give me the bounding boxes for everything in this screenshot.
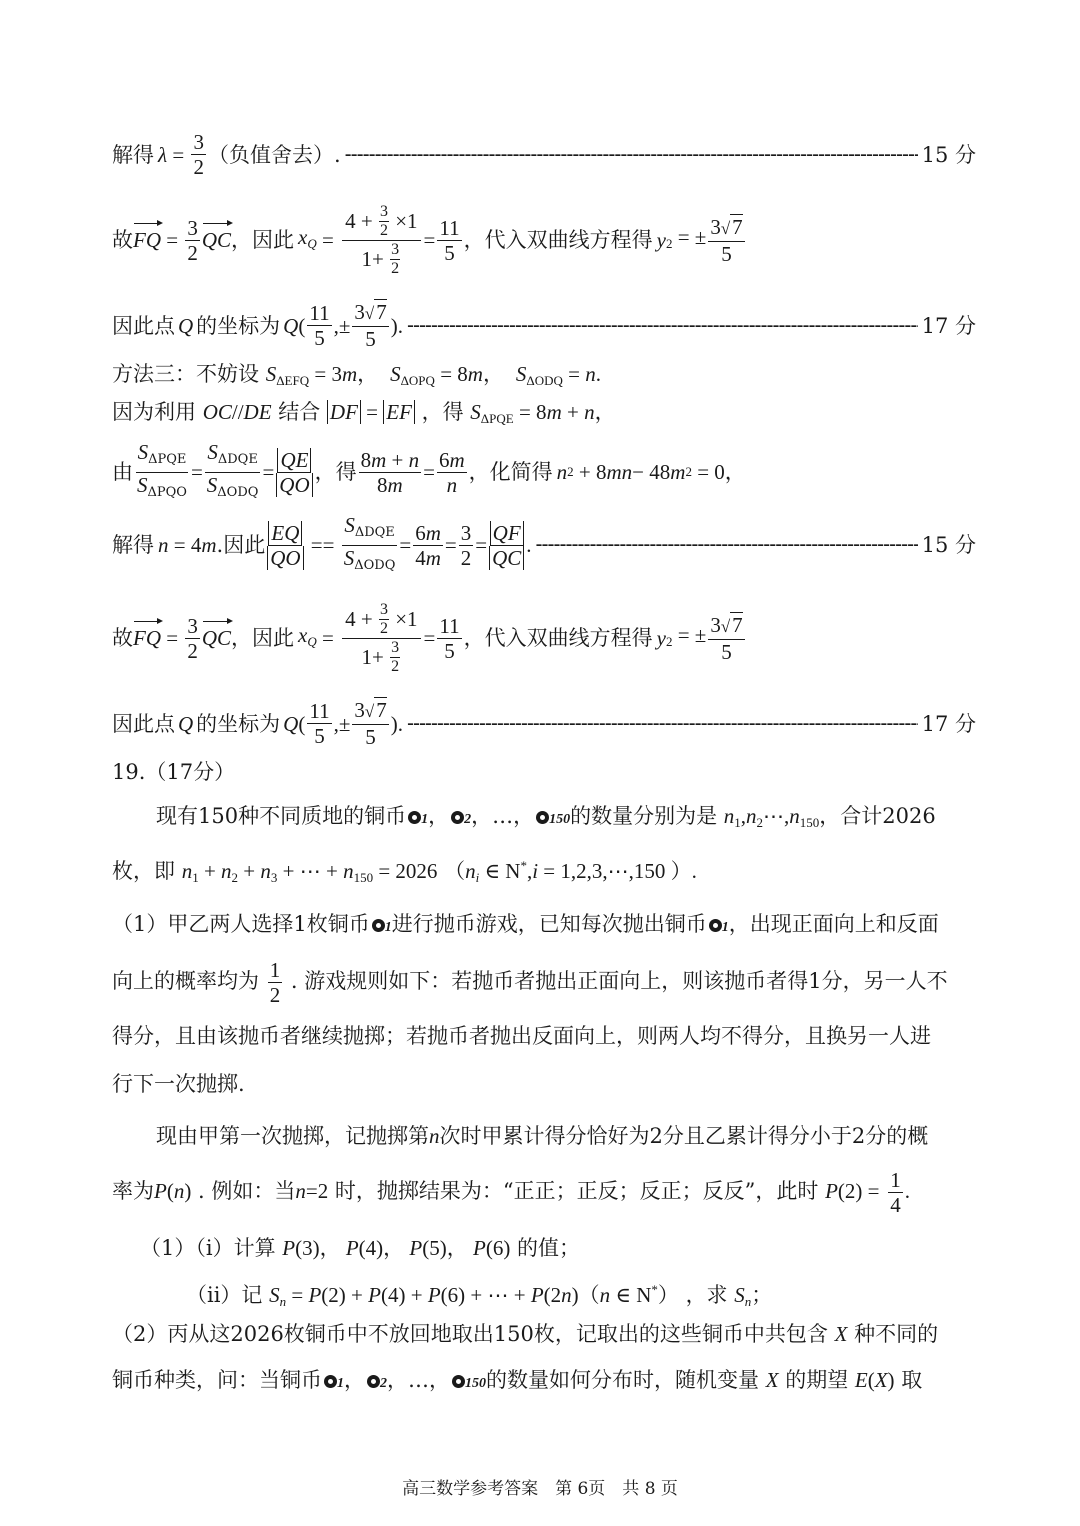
question-1-example: 率为P(n) . 例如：当n=2 时，抛掷结果为：“正正；正反；反正；反反”，此时 P(2) = $\frac{1}{4}$ .: [112, 1168, 910, 1217]
line-lambda: 解得 λ = $\frac{3}{2}$ （负值舍去）. ----- 15 分: [112, 130, 976, 179]
leader-dots: [345, 141, 918, 169]
question-1: （1）甲乙两人选择1枚铜币 1进行抛币游戏，已知每次抛出铜币 1，出现正面向上和反面: [112, 912, 939, 936]
line-q-coordinates-2: 因此点 Q 的坐标为 Q ( $\frac{11}{5}$ ,± $\frac{3√7}{5}$ ). ----- 17 分: [112, 698, 976, 749]
line-fq-vector: 故 FQ = $\frac{3}{2}$ QC ，因此 $x_Q$ = 4 + 3 2 ×1 1+ 3 2 = $\frac{11}{5}$ ，代入双曲线方程得 y $_2$ = ± $\frac{3√7}{5}$: [112, 202, 743, 277]
question-1-line3: 得分，且由该抛币者继续抛掷；若抛币者抛出反面向上，则两人均不得分，且换另一人进: [112, 1024, 931, 1048]
question-2-line2: 铜币种类，问：当铜币 1， 2，…， 150的数量如何分布时，随机变量 X 的期望 E(X) 取: [112, 1368, 923, 1392]
question-1-line2: 向上的概率均为 $\frac{1}{2}$ . 游戏规则如下：若抛币者抛出正面向上，则该抛币者得1分，另一人不: [112, 958, 948, 1007]
problem-intro-2: 枚，即 $n_1 + n_2 + n_3$ + ⋯ + $n_{150} = 2026$ （$n_i$ ∈ N*,i = 1,2,3,⋯,150 ）.: [112, 858, 697, 885]
sub-question-i: （1）（i）计算 P(3)， P(4)， P(5)， P(6) 的值；: [140, 1236, 581, 1260]
line-ratio: 由 $\frac{S_{\Delta PQE}}{S_{\Delta PQO}}$ = $\frac{S_{\Delta DQE}}{S_{\Delta ODQ}}$ = $\frac{QE}{QO}$ ，得 $\frac{8m + n}{8m}$ = $\frac{6m}{n}$ ，化简得 n 2 + 8 mn − 48 m 2 = 0，: [112, 439, 746, 500]
page-footer: 高三数学参考答案 第 6页 共 8 页: [402, 1479, 678, 1499]
line-because: 因为利用 OC//DE 结合 DF = EF ，得 $S_{\Delta PQE} = 8m + n$，: [112, 400, 616, 426]
line-q-coordinates: 因此点 Q 的坐标为 Q ( $\frac{11}{5}$ ,± $\frac{3√7}{5}$ ). ----- 17 分: [112, 300, 976, 351]
line-solve-n: 解得 n = 4 m .因此 $\frac{EQ}{QO}$ == $\frac{S_{\Delta DQE}}{S_{\Delta ODQ}}$ = $\frac{6m}{4m}$ = $\frac{3}{2}$ = $\frac{QF}{QC}$ . ----- 15 分: [112, 512, 976, 578]
line-method3: 方法三：不妨设 $S_{\Delta EFQ} = 3m$， $S_{\Delta OPQ} = 8m$， $S_{\Delta ODQ} = n$.: [112, 362, 602, 388]
coin-icon: [536, 811, 549, 824]
line-fq-vector-2: 故 FQ = $\frac{3}{2}$ QC ，因此 $x_Q$ = 4 + 3 2 ×1 1+ 3 2 = $\frac{11}{5}$ ，代入双曲线方程得 y $_2$ = ± $\frac{3√7}{5}$: [112, 600, 743, 675]
question-1-line4: 行下一次抛掷.: [112, 1072, 245, 1096]
question-2: （2）丙从这2026枚铜币中不放回地取出150枚，记取出的这些铜币中共包含 X 种不同的: [112, 1322, 939, 1346]
question-1-setup: 现由甲第一次抛掷，记抛掷第n次时甲累计得分恰好为2分且乙累计得分小于2分的概: [156, 1124, 929, 1148]
problem-intro: 现有150种不同质地的铜币 1， 2，…， 150的数量分别为是 $n_1,n_2\cdots,n_{150}$，合计2026: [156, 804, 936, 830]
coin-icon: [451, 811, 464, 824]
sub-question-ii: （ii）记 $S_n = P(2) + P(4) + P(6)$ + ⋯ + P(2n)（n ∈ N*） ，求 $S_n$；: [186, 1282, 773, 1309]
problem-number: 19.（17分）: [112, 760, 236, 784]
score-label: 15 分: [921, 142, 976, 167]
coin-icon: [408, 811, 421, 824]
